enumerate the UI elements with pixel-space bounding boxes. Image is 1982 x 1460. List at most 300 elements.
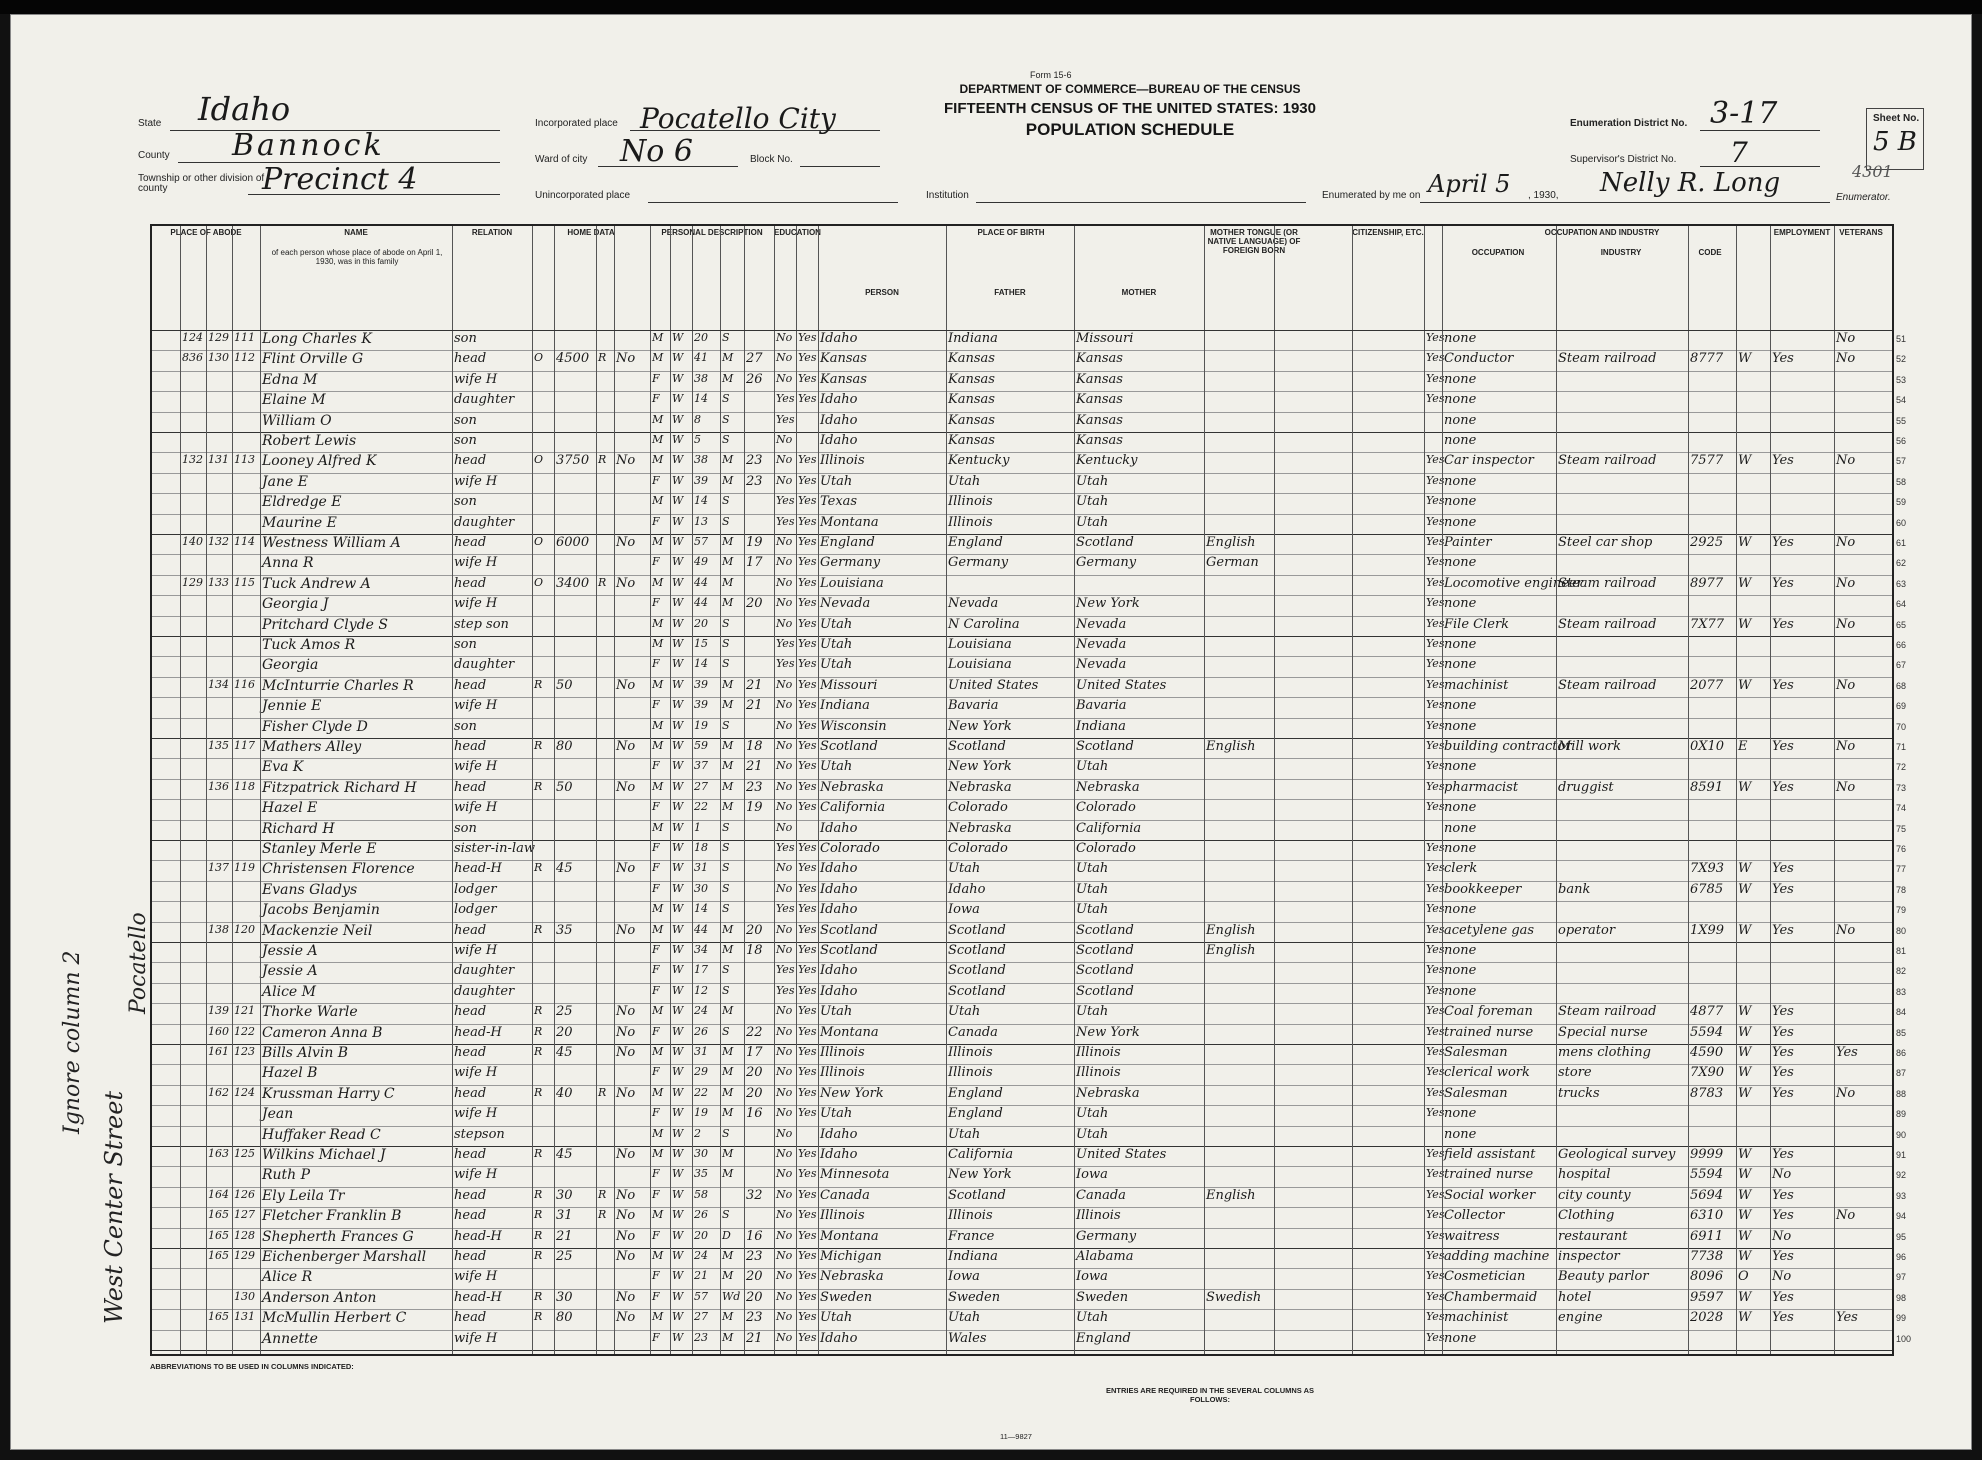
occupation-cell: Social worker bbox=[1444, 1187, 1536, 1203]
relation-cell: wife H bbox=[454, 1330, 498, 1346]
census-table bbox=[150, 224, 1912, 1356]
sex-cell: M bbox=[652, 494, 664, 508]
industry-cell: hotel bbox=[1558, 1289, 1592, 1305]
age-at-marriage-cell: 20 bbox=[746, 1269, 763, 1285]
row-number: 98 bbox=[1896, 1292, 1907, 1303]
read-write-cell: Yes bbox=[798, 718, 817, 732]
occupation-cell: none bbox=[1444, 841, 1477, 856]
age-cell: 18 bbox=[694, 841, 708, 854]
birthplace-mother-cell: Scotland bbox=[1076, 983, 1134, 999]
school-cell: No bbox=[776, 535, 793, 548]
person-name-cell: Hazel B bbox=[262, 1065, 318, 1082]
school-cell: No bbox=[776, 922, 793, 936]
person-name-cell: Krussman Harry C bbox=[262, 1085, 395, 1102]
birthplace-mother-cell: Scotland bbox=[1076, 535, 1134, 550]
occupation-code-cell: 5694 bbox=[1690, 1187, 1724, 1203]
person-name-cell: Evans Gladys bbox=[262, 881, 358, 898]
house-number-cell: 117 bbox=[234, 739, 255, 752]
column-divider bbox=[1770, 226, 1771, 1354]
house-number-cell: 115 bbox=[234, 575, 255, 589]
race-cell: W bbox=[672, 861, 684, 875]
industry-cell: Steam railroad bbox=[1558, 616, 1657, 632]
home-value-cell: 35 bbox=[556, 922, 573, 938]
race-cell: W bbox=[672, 902, 684, 916]
at-work-cell: No bbox=[1772, 1269, 1792, 1285]
birthplace-mother-cell: Scotland bbox=[1076, 739, 1134, 754]
speaks-english-cell: Yes bbox=[1426, 1269, 1445, 1283]
home-owned-cell: R bbox=[534, 1187, 543, 1201]
read-write-cell: Yes bbox=[798, 392, 817, 406]
class-of-worker-cell: W bbox=[1738, 535, 1752, 550]
age-cell: 44 bbox=[694, 596, 708, 610]
marital-status-cell: M bbox=[722, 1106, 734, 1120]
birthplace-person-cell: Idaho bbox=[820, 983, 858, 999]
column-divider bbox=[796, 226, 797, 1354]
age-cell: 39 bbox=[694, 698, 708, 712]
home-owned-cell: R bbox=[534, 1249, 543, 1262]
class-of-worker-cell: O bbox=[1738, 1269, 1749, 1285]
column-name-description: of each person whose place of abode on April 1, 1930, was in this family bbox=[271, 248, 443, 266]
race-cell: W bbox=[672, 1167, 684, 1181]
mother-tongue-cell: English bbox=[1206, 1187, 1256, 1203]
home-value-cell: 80 bbox=[556, 739, 573, 754]
block-line bbox=[800, 166, 880, 167]
person-name-cell: Wilkins Michael J bbox=[262, 1147, 386, 1163]
school-cell: No bbox=[776, 1187, 793, 1201]
race-cell: W bbox=[672, 1024, 684, 1038]
occupation-cell: Locomotive engineer bbox=[1444, 575, 1583, 591]
read-write-cell: Yes bbox=[798, 535, 817, 548]
industry-cell: Steam railroad bbox=[1558, 351, 1657, 367]
school-cell: No bbox=[776, 861, 793, 875]
occupation-cell: pharmacist bbox=[1444, 779, 1519, 795]
school-cell: No bbox=[776, 800, 793, 814]
occupation-cell: none bbox=[1444, 759, 1477, 775]
speaks-english-cell: Yes bbox=[1426, 657, 1445, 671]
read-write-cell: Yes bbox=[798, 331, 817, 344]
age-cell: 38 bbox=[694, 453, 708, 467]
age-cell: 22 bbox=[694, 800, 708, 814]
race-cell: W bbox=[672, 371, 684, 385]
birthplace-mother-cell: Illinois bbox=[1076, 1065, 1121, 1081]
occupation-cell: none bbox=[1444, 800, 1477, 816]
read-write-cell: Yes bbox=[798, 657, 817, 671]
birthplace-father-cell: Utah bbox=[948, 1126, 981, 1142]
family-number-cell: 137 bbox=[208, 861, 229, 875]
occupation-cell: none bbox=[1444, 698, 1477, 714]
occupation-cell: none bbox=[1444, 902, 1477, 918]
relation-cell: head bbox=[454, 922, 487, 938]
class-of-worker-cell: W bbox=[1738, 1085, 1752, 1101]
column-divider bbox=[1352, 226, 1353, 1354]
sex-cell: F bbox=[652, 555, 660, 569]
sex-cell: M bbox=[652, 1147, 664, 1160]
sex-cell: F bbox=[652, 1065, 660, 1079]
birthplace-person-cell: Louisiana bbox=[820, 575, 884, 591]
birthplace-father-cell: Scotland bbox=[948, 739, 1006, 754]
birthplace-father-cell: England bbox=[948, 535, 1003, 550]
birthplace-mother-cell: Utah bbox=[1076, 861, 1109, 877]
at-work-cell: Yes bbox=[1772, 535, 1794, 550]
header-separator bbox=[152, 330, 1892, 331]
birthplace-father-cell: Sweden bbox=[948, 1289, 1001, 1305]
school-cell: Yes bbox=[776, 637, 795, 650]
home-value-cell: 25 bbox=[556, 1249, 573, 1264]
farm-cell: No bbox=[616, 922, 636, 938]
read-write-cell: Yes bbox=[798, 1085, 817, 1099]
sex-cell: F bbox=[652, 392, 660, 406]
read-write-cell: Yes bbox=[798, 861, 817, 875]
relation-cell: head bbox=[454, 739, 487, 754]
relation-cell: wife H bbox=[454, 759, 498, 775]
speaks-english-cell: Yes bbox=[1426, 453, 1445, 467]
occupation-cell: clerical work bbox=[1444, 1065, 1530, 1081]
sex-cell: M bbox=[652, 331, 664, 344]
birthplace-mother-cell: Utah bbox=[1076, 1310, 1109, 1326]
section-relation: RELATION bbox=[471, 228, 513, 237]
birthplace-person-cell: Sweden bbox=[820, 1289, 873, 1305]
house-number-cell: 127 bbox=[234, 1208, 255, 1222]
person-name-cell: Christensen Florence bbox=[262, 861, 415, 878]
class-of-worker-cell: W bbox=[1738, 1187, 1752, 1203]
sheet-label: Sheet No. bbox=[1873, 113, 1920, 124]
birthplace-person-cell: Utah bbox=[820, 473, 853, 489]
read-write-cell: Yes bbox=[798, 943, 817, 956]
relation-cell: daughter bbox=[454, 657, 515, 673]
sex-cell: F bbox=[652, 841, 660, 854]
marital-status-cell: S bbox=[722, 657, 730, 671]
at-work-cell: No bbox=[1772, 1167, 1792, 1183]
birthplace-person-cell: Idaho bbox=[820, 902, 858, 918]
race-cell: W bbox=[672, 718, 684, 732]
race-cell: W bbox=[672, 514, 684, 528]
column-father: FATHER bbox=[994, 288, 1026, 297]
class-of-worker-cell: W bbox=[1738, 1024, 1752, 1040]
read-write-cell: Yes bbox=[798, 371, 817, 385]
birthplace-father-cell: Illinois bbox=[948, 514, 993, 530]
relation-cell: head bbox=[454, 779, 487, 795]
occupation-cell: none bbox=[1444, 657, 1477, 673]
school-cell: No bbox=[776, 943, 793, 956]
row-number: 78 bbox=[1896, 884, 1907, 895]
read-write-cell: Yes bbox=[798, 514, 817, 528]
class-of-worker-cell: W bbox=[1738, 1045, 1752, 1060]
family-number-cell: 160 bbox=[208, 1024, 229, 1038]
mother-tongue-cell: Swedish bbox=[1206, 1289, 1262, 1305]
marital-status-cell: S bbox=[722, 963, 730, 977]
person-name-cell: Bills Alvin B bbox=[262, 1045, 349, 1061]
birthplace-person-cell: Idaho bbox=[820, 820, 858, 836]
read-write-cell: Yes bbox=[798, 575, 817, 589]
occupation-cell: none bbox=[1444, 1126, 1477, 1142]
at-work-cell: Yes bbox=[1772, 677, 1794, 693]
school-cell: No bbox=[776, 371, 793, 385]
age-at-marriage-cell: 27 bbox=[746, 351, 763, 367]
row-number: 56 bbox=[1896, 436, 1907, 446]
occupation-cell: none bbox=[1444, 637, 1477, 652]
abbreviations-title: ABBREVIATIONS TO BE USED IN COLUMNS INDICATED: bbox=[150, 1362, 354, 1371]
row-number: 97 bbox=[1896, 1272, 1907, 1283]
occupation-cell: machinist bbox=[1444, 1310, 1509, 1326]
read-write-cell: Yes bbox=[798, 1004, 817, 1018]
relation-cell: head-H bbox=[454, 1024, 502, 1040]
occupation-cell: Conductor bbox=[1444, 351, 1514, 367]
class-of-worker-cell: W bbox=[1738, 881, 1752, 897]
farm-cell: No bbox=[616, 1187, 636, 1203]
occupation-cell: Painter bbox=[1444, 535, 1492, 550]
read-write-cell: Yes bbox=[798, 881, 817, 895]
birthplace-father-cell: New York bbox=[948, 1167, 1012, 1183]
row-number: 74 bbox=[1896, 803, 1907, 814]
person-name-cell: Looney Alfred K bbox=[262, 453, 377, 470]
relation-cell: son bbox=[454, 433, 477, 448]
home-owned-cell: R bbox=[534, 1289, 543, 1303]
section-citizenship: CITIZENSHIP, ETC. bbox=[1352, 228, 1424, 237]
race-cell: W bbox=[672, 677, 684, 691]
relation-cell: step son bbox=[454, 616, 509, 632]
birthplace-person-cell: Idaho bbox=[820, 861, 858, 877]
school-cell: No bbox=[776, 1330, 793, 1344]
birthplace-person-cell: Germany bbox=[820, 555, 881, 571]
speaks-english-cell: Yes bbox=[1426, 943, 1445, 956]
relation-cell: head bbox=[454, 1085, 487, 1101]
home-value-cell: 40 bbox=[556, 1085, 573, 1101]
row-number: 92 bbox=[1896, 1170, 1907, 1181]
read-write-cell: Yes bbox=[798, 494, 817, 508]
birthplace-person-cell: Utah bbox=[820, 1106, 853, 1122]
school-cell: No bbox=[776, 698, 793, 712]
marital-status-cell: M bbox=[722, 779, 734, 793]
class-of-worker-cell: W bbox=[1738, 616, 1752, 632]
at-work-cell: Yes bbox=[1772, 1004, 1794, 1020]
birthplace-mother-cell: California bbox=[1076, 820, 1142, 836]
relation-cell: daughter bbox=[454, 963, 515, 979]
occupation-code-cell: 6911 bbox=[1690, 1228, 1724, 1244]
age-at-marriage-cell: 19 bbox=[746, 535, 763, 550]
speaks-english-cell: Yes bbox=[1426, 1228, 1445, 1242]
at-work-cell: Yes bbox=[1772, 1187, 1794, 1203]
birthplace-person-cell: Illinois bbox=[820, 1045, 865, 1060]
farm-cell: No bbox=[616, 1147, 636, 1162]
column-occupation: OCCUPATION bbox=[1471, 248, 1525, 257]
race-cell: W bbox=[672, 779, 684, 793]
birthplace-person-cell: Michigan bbox=[820, 1249, 882, 1264]
age-cell: 44 bbox=[694, 922, 708, 936]
house-number-cell: 123 bbox=[234, 1045, 255, 1058]
birthplace-mother-cell: Illinois bbox=[1076, 1045, 1121, 1060]
person-name-cell: Westness William A bbox=[262, 535, 401, 551]
occupation-code-cell: 4877 bbox=[1690, 1004, 1724, 1020]
birthplace-mother-cell: Nebraska bbox=[1076, 779, 1140, 795]
house-number-cell: 114 bbox=[234, 535, 255, 548]
marital-status-cell: S bbox=[722, 616, 730, 630]
home-owned-cell: O bbox=[534, 453, 544, 467]
race-cell: W bbox=[672, 963, 684, 977]
occupation-cell: bookkeeper bbox=[1444, 881, 1522, 897]
occupation-code-cell: 9999 bbox=[1690, 1147, 1724, 1162]
occupation-cell: none bbox=[1444, 514, 1477, 530]
occupation-cell: Chambermaid bbox=[1444, 1289, 1538, 1305]
relation-cell: stepson bbox=[454, 1126, 505, 1142]
person-name-cell: Edna M bbox=[262, 371, 318, 388]
sex-cell: F bbox=[652, 759, 660, 773]
county-value: Bannock bbox=[232, 128, 385, 163]
relation-cell: son bbox=[454, 718, 477, 734]
speaks-english-cell: Yes bbox=[1426, 881, 1445, 895]
house-number-cell: 122 bbox=[234, 1024, 255, 1038]
read-write-cell: Yes bbox=[798, 1065, 817, 1079]
person-name-cell: Georgia J bbox=[262, 596, 329, 613]
row-number: 54 bbox=[1896, 395, 1907, 406]
birthplace-person-cell: Utah bbox=[820, 657, 853, 673]
speaks-english-cell: Yes bbox=[1426, 371, 1445, 385]
birthplace-mother-cell: Colorado bbox=[1076, 841, 1136, 856]
birthplace-father-cell: Iowa bbox=[948, 902, 980, 918]
occupation-cell: Cosmetician bbox=[1444, 1269, 1526, 1285]
relation-cell: wife H bbox=[454, 698, 498, 714]
home-value-cell: 21 bbox=[556, 1228, 573, 1244]
marital-status-cell: S bbox=[722, 392, 730, 406]
relation-cell: head bbox=[454, 575, 487, 591]
school-cell: No bbox=[776, 779, 793, 793]
read-write-cell: Yes bbox=[798, 1024, 817, 1038]
speaks-english-cell: Yes bbox=[1426, 922, 1445, 936]
occupation-code-cell: 5594 bbox=[1690, 1024, 1724, 1040]
marital-status-cell: S bbox=[722, 820, 730, 834]
age-cell: 44 bbox=[694, 575, 708, 589]
home-value-cell: 80 bbox=[556, 1310, 573, 1326]
birthplace-mother-cell: Utah bbox=[1076, 759, 1109, 775]
sex-cell: M bbox=[652, 1249, 664, 1262]
age-at-marriage-cell: 20 bbox=[746, 922, 763, 938]
birthplace-father-cell: Illinois bbox=[948, 1045, 993, 1060]
industry-cell: operator bbox=[1558, 922, 1616, 938]
relation-cell: head bbox=[454, 1045, 487, 1060]
speaks-english-cell: Yes bbox=[1426, 1147, 1445, 1160]
race-cell: W bbox=[672, 739, 684, 752]
speaks-english-cell: Yes bbox=[1426, 698, 1445, 712]
age-at-marriage-cell: 20 bbox=[746, 1085, 763, 1101]
occupation-cell: none bbox=[1444, 392, 1477, 408]
person-name-cell: Maurine E bbox=[262, 514, 337, 531]
person-name-cell: Eldredge E bbox=[262, 494, 342, 511]
column-divider bbox=[774, 226, 775, 1354]
marital-status-cell: M bbox=[722, 371, 734, 385]
school-cell: Yes bbox=[776, 983, 795, 997]
age-cell: 58 bbox=[694, 1187, 708, 1201]
read-write-cell: Yes bbox=[798, 779, 817, 793]
section-employment: EMPLOYMENT bbox=[1773, 228, 1831, 237]
relation-cell: head bbox=[454, 1187, 487, 1203]
school-cell: No bbox=[776, 1106, 793, 1120]
birthplace-mother-cell: Sweden bbox=[1076, 1289, 1129, 1305]
marital-status-cell: M bbox=[722, 677, 734, 691]
age-cell: 13 bbox=[694, 514, 708, 528]
person-name-cell: Elaine M bbox=[262, 392, 326, 409]
column-divider bbox=[1556, 226, 1557, 1354]
farm-cell: No bbox=[616, 351, 636, 367]
column-industry: INDUSTRY bbox=[1600, 248, 1642, 257]
relation-cell: head bbox=[454, 1310, 487, 1326]
sex-cell: F bbox=[652, 514, 660, 528]
birthplace-father-cell: Iowa bbox=[948, 1269, 980, 1285]
row-number: 66 bbox=[1896, 640, 1907, 650]
relation-cell: wife H bbox=[454, 555, 498, 571]
row-number: 99 bbox=[1896, 1313, 1907, 1324]
at-work-cell: Yes bbox=[1772, 1249, 1794, 1264]
at-work-cell: Yes bbox=[1772, 861, 1794, 877]
birthplace-mother-cell: Colorado bbox=[1076, 800, 1136, 816]
home-owned-cell: R bbox=[534, 739, 543, 752]
person-name-cell: Annette bbox=[262, 1330, 318, 1347]
age-cell: 34 bbox=[694, 943, 708, 956]
relation-cell: head bbox=[454, 351, 487, 367]
marital-status-cell: S bbox=[722, 1024, 730, 1038]
race-cell: W bbox=[672, 433, 684, 446]
home-value-cell: 30 bbox=[556, 1289, 573, 1305]
relation-cell: daughter bbox=[454, 514, 515, 530]
birthplace-mother-cell: United States bbox=[1076, 677, 1167, 693]
speaks-english-cell: Yes bbox=[1426, 779, 1445, 793]
occupation-cell: none bbox=[1444, 983, 1477, 999]
sex-cell: M bbox=[652, 739, 664, 752]
age-cell: 19 bbox=[694, 1106, 708, 1120]
birthplace-person-cell: New York bbox=[820, 1085, 884, 1101]
house-number-cell: 116 bbox=[234, 677, 255, 691]
row-number: 53 bbox=[1896, 374, 1907, 385]
birthplace-person-cell: Idaho bbox=[820, 392, 858, 408]
row-divider bbox=[152, 1350, 1892, 1351]
school-cell: Yes bbox=[776, 412, 795, 426]
birthplace-mother-cell: United States bbox=[1076, 1147, 1167, 1162]
person-name-cell: Jacobs Benjamin bbox=[262, 902, 380, 919]
person-name-cell: Hazel E bbox=[262, 800, 318, 817]
dwelling-number-cell: 836 bbox=[182, 351, 203, 365]
dwelling-number-cell: 140 bbox=[182, 535, 203, 548]
person-name-cell: Ruth P bbox=[262, 1167, 311, 1184]
occupation-cell: File Clerk bbox=[1444, 616, 1510, 632]
farm-cell: No bbox=[616, 739, 636, 754]
farm-cell: No bbox=[616, 861, 636, 877]
birthplace-father-cell: Kentucky bbox=[948, 453, 1010, 469]
farm-cell: No bbox=[616, 677, 636, 693]
age-cell: 35 bbox=[694, 1167, 708, 1181]
race-cell: W bbox=[672, 1065, 684, 1079]
read-write-cell: Yes bbox=[798, 1269, 817, 1283]
occupation-cell: Salesman bbox=[1444, 1045, 1508, 1060]
stamp-number: 4301 bbox=[1852, 162, 1893, 181]
marital-status-cell: S bbox=[722, 412, 730, 426]
family-number-cell: 130 bbox=[208, 351, 229, 365]
home-owned-cell: O bbox=[534, 535, 544, 548]
relation-cell: head bbox=[454, 1208, 487, 1224]
row-number: 73 bbox=[1896, 782, 1907, 793]
age-at-marriage-cell: 23 bbox=[746, 779, 763, 795]
supervisor-line bbox=[1700, 166, 1820, 167]
column-divider bbox=[946, 226, 947, 1354]
age-at-marriage-cell: 32 bbox=[746, 1187, 763, 1203]
radio-cell: R bbox=[598, 1187, 607, 1201]
row-number: 57 bbox=[1896, 456, 1907, 467]
enumerated-date: April 5 bbox=[1428, 170, 1511, 198]
person-name-cell: Robert Lewis bbox=[262, 433, 357, 449]
birthplace-person-cell: Idaho bbox=[820, 963, 858, 979]
marital-status-cell: M bbox=[722, 759, 734, 773]
read-write-cell: Yes bbox=[798, 698, 817, 712]
farm-cell: No bbox=[616, 1045, 636, 1060]
margin-note-street: West Center Street bbox=[100, 1090, 128, 1324]
house-number-cell: 128 bbox=[234, 1228, 255, 1242]
